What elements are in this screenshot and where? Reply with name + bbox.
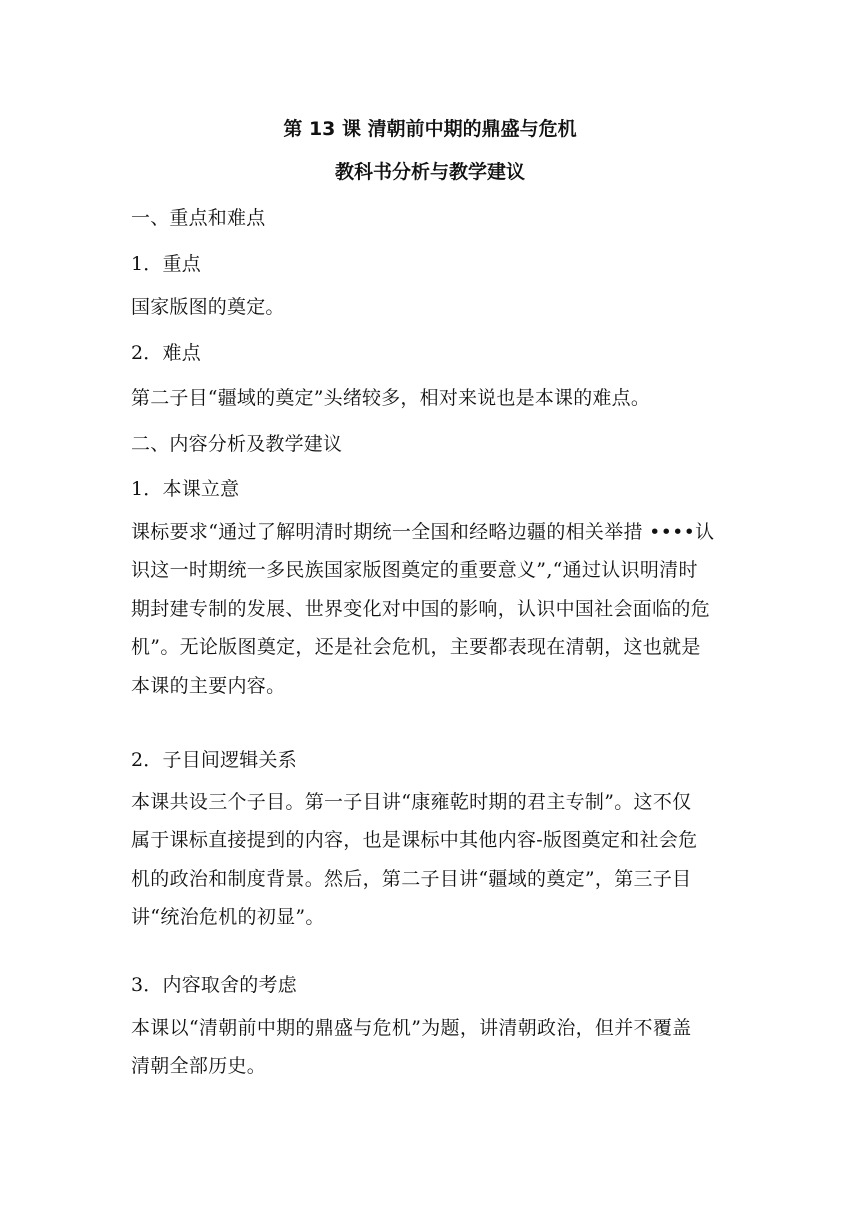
paragraph-line: 机”。无论版图奠定，还是社会危机，主要都表现在清朝，这也就是 [131,636,701,659]
paragraph-line: 机的政治和制度背景。然后，第二子目讲“疆域的奠定”，第三子目 [131,867,692,890]
paragraph-line: 期封建专制的发展、世界变化对中国的影响，认识中国社会面临的危 [131,597,711,620]
item-heading-logic: 2．子目间逻辑关系 [131,749,297,771]
paragraph-line: 本课的主要内容。 [131,674,286,697]
item-heading-selection: 3．内容取舍的考虑 [131,974,297,996]
paragraph-line: 清朝全部历史。 [131,1055,267,1078]
document-subtitle: 教科书分析与教学建议 [334,161,525,183]
paragraph-selection [131,1009,741,1086]
paragraph-line: 属于课标直接提到的内容，也是课标中其他内容-版图奠定和社会危 [131,829,698,852]
paragraph-intent [131,513,741,705]
item-heading-difficulty: 2．难点 [131,342,201,364]
document-title: 第 13 课 清朝前中期的鼎盛与危机 [283,118,577,140]
paragraph-line: 识这一时期统一多民族国家版图奠定的重要意义”,“通过认识明清时 [131,559,698,582]
paragraph-logic [131,783,741,937]
item-text-difficulty: 第二子目“疆域的奠定”头绪较多，相对来说也是本课的难点。 [131,387,651,409]
paragraph-line: 讲“统治危机的初显”。 [131,906,325,929]
item-heading-focus: 1．重点 [131,253,201,275]
item-heading-intent: 1．本课立意 [131,478,240,500]
paragraph-line: 本课以“清朝前中期的鼎盛与危机”为题，讲清朝政治，但并不覆盖 [131,1017,692,1039]
item-text-focus: 国家版图的奠定。 [131,296,285,318]
paragraph-line: 课标要求“通过了解明清时期统一全国和经略边疆的相关举措 ••••认 [131,521,715,543]
section-heading-key-points: 一、重点和难点 [131,207,266,229]
paragraph-line: 本课共设三个子目。第一子目讲“康雍乾时期的君主专制”。这不仅 [131,791,692,813]
section-heading-analysis: 二、内容分析及教学建议 [131,433,343,455]
